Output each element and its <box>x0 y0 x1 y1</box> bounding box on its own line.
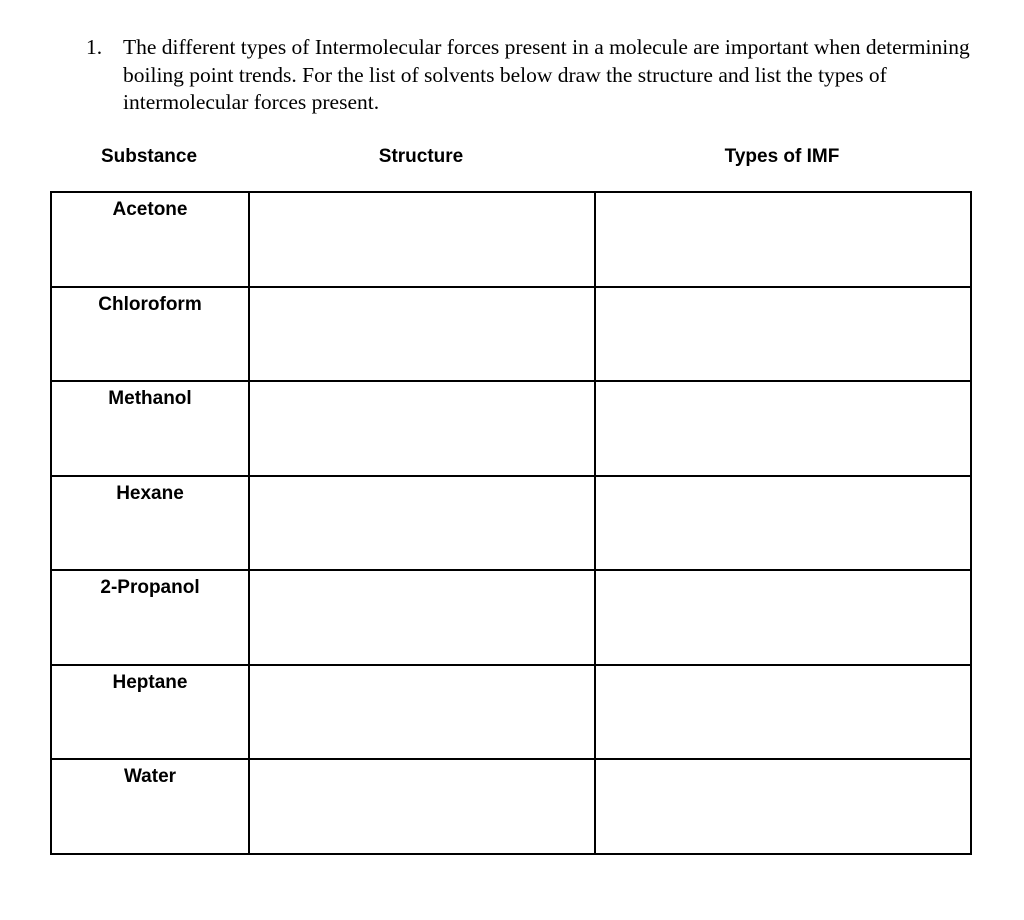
header-substance: Substance <box>100 146 198 167</box>
structure-answer-cell[interactable] <box>249 287 595 382</box>
header-types-of-imf: Types of IMF <box>724 146 840 167</box>
substance-cell: Heptane <box>51 665 249 760</box>
imf-answer-cell[interactable] <box>595 192 971 287</box>
structure-answer-cell[interactable] <box>249 570 595 665</box>
solvent-table <box>50 191 972 855</box>
table-row <box>51 665 971 760</box>
imf-answer-cell[interactable] <box>595 476 971 571</box>
table-row <box>51 192 971 287</box>
imf-answer-cell[interactable] <box>595 665 971 760</box>
question-1 <box>86 34 996 117</box>
substance-cell: Acetone <box>51 192 249 287</box>
table-row <box>51 759 971 854</box>
table-row <box>51 287 971 382</box>
imf-answer-cell[interactable] <box>595 759 971 854</box>
table-row <box>51 381 971 476</box>
table-row <box>51 476 971 571</box>
structure-answer-cell[interactable] <box>249 665 595 760</box>
substance-cell: Water <box>51 759 249 854</box>
substance-cell: Chloroform <box>51 287 249 382</box>
structure-answer-cell[interactable] <box>249 476 595 571</box>
substance-cell: 2-Propanol <box>51 570 249 665</box>
imf-answer-cell[interactable] <box>595 570 971 665</box>
question-number: 1. <box>86 35 103 59</box>
substance-cell: Methanol <box>51 381 249 476</box>
structure-answer-cell[interactable] <box>249 381 595 476</box>
question-text: The different types of Intermolecular forces present in a molecule are important when determining boiling point trends. For the list of solvents below draw the structure and list the types of intermolecular forces present. <box>123 35 970 114</box>
imf-answer-cell[interactable] <box>595 287 971 382</box>
table-row <box>51 570 971 665</box>
structure-answer-cell[interactable] <box>249 759 595 854</box>
imf-answer-cell[interactable] <box>595 381 971 476</box>
structure-answer-cell[interactable] <box>249 192 595 287</box>
header-structure: Structure <box>378 146 464 167</box>
substance-cell: Hexane <box>51 476 249 571</box>
